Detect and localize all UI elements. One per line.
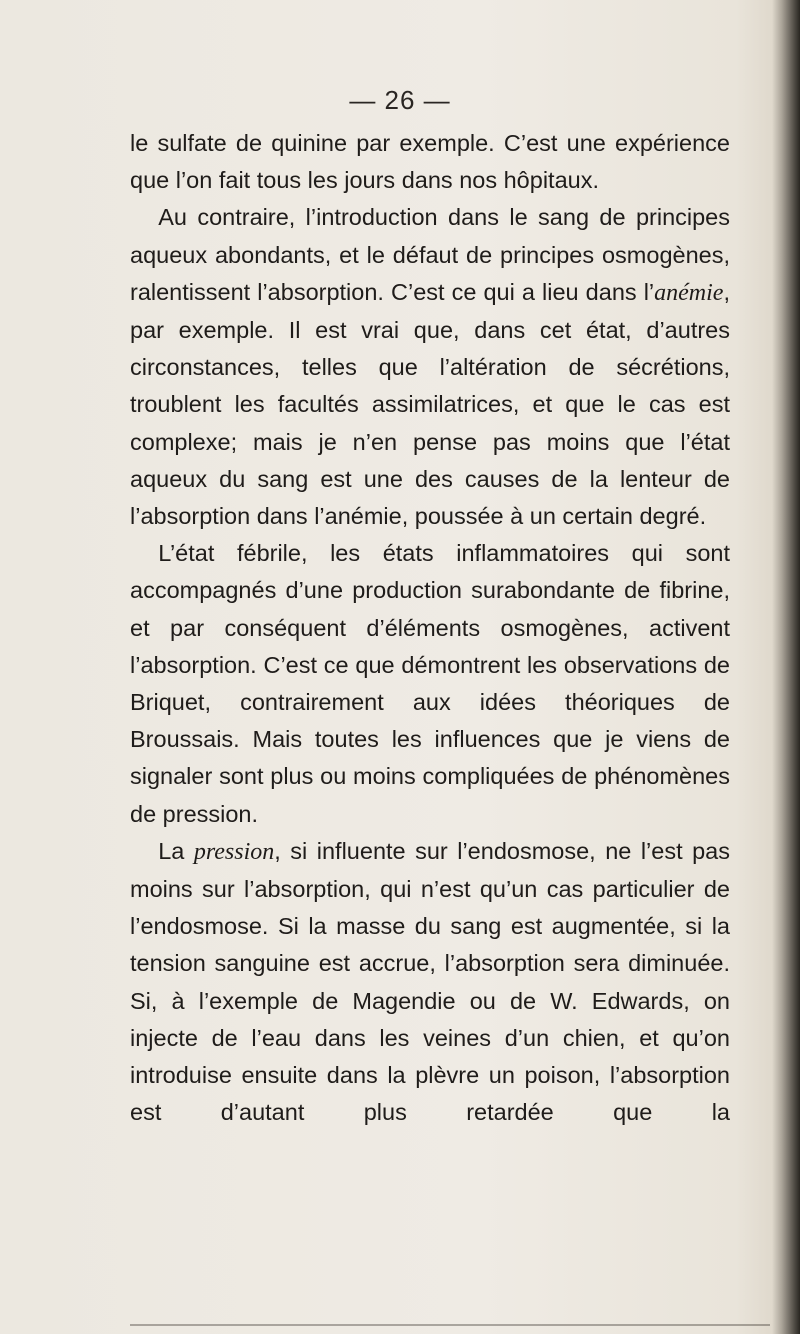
paragraph-3-text: L’état fébrile, les états inflammatoires qui sont accompagnés d’une production surabondante de fibrine, et par conséquent d’éléments osmogènes, activent l’absorption. C’est ce que démontrent les observations de Briquet, contrairement aux idées théoriques de Broussais. Mais toutes les influences que je viens de signaler sont plus ou moins compliquées de phénomènes de pression. xyxy=(130,540,730,827)
paragraph-2-italic-term: anémie xyxy=(654,279,724,306)
body-text xyxy=(130,125,730,1131)
paragraph-1-text: le sulfate de quinine par exemple. C’est une expérience que l’on fait tous les jours dans nos hôpitaux. xyxy=(130,130,730,194)
paragraph-4 xyxy=(130,833,730,1132)
paragraph-4-text-end: , si influente sur l’endosmose, ne l’est pas moins sur l’absorption, qui n’est qu’un cas particulier de l’endosmose. Si la masse du sang est augmentée, si la tension sanguine est accrue, l’absorption sera diminuée. Si, à l’exemple de Magendie ou de W. Edwards, on injecte de l’eau dans les veines d’un chien, et qu’on introduise ensuite dans la plèvre un poison, l’absorption est d’autant plus retardée que la xyxy=(130,837,731,1126)
paragraph-2-text-end: , par exemple. Il est vrai que, dans cet état, d’autres circonstances, telles que l’altération de sécrétions, troublent les facultés assimilatrices, et que le cas est complexe; mais je n’en pense pas moins que l’état aqueux du sang est une des causes de la lenteur de l’absorption dans l’anémie, poussée à un certain degré. xyxy=(130,278,730,530)
page-edge-shadow xyxy=(772,0,800,1334)
paragraph-3 xyxy=(130,535,730,833)
paragraph-1 xyxy=(130,125,730,199)
page-bottom-rule xyxy=(130,1324,770,1326)
paragraph-4-text-start: La xyxy=(158,837,194,864)
paragraph-4-italic-term: pression xyxy=(193,838,275,865)
paragraph-2-text-start: Au contraire, l’introduction dans le sang de principes aqueux abondants, et le défaut de principes osmogènes, ralentissent l’absorption. C’est ce qui a lieu dans l’ xyxy=(130,204,730,305)
paragraph-2 xyxy=(130,199,730,535)
page-number-header: — 26 — xyxy=(349,85,451,115)
